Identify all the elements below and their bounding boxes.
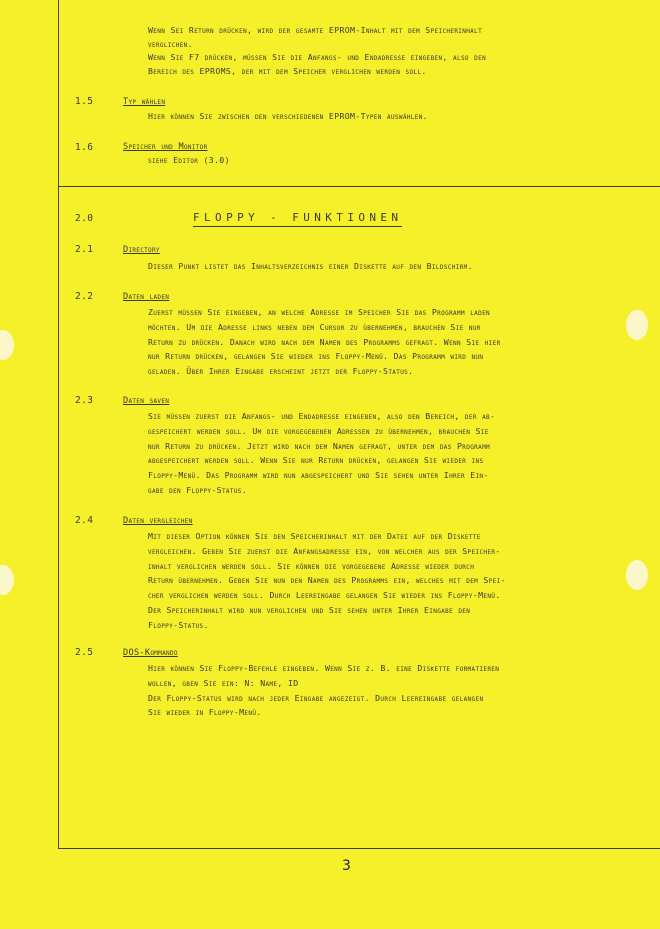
text-line: cher verglichen werden soll. Durch Leereingabe gelangen Sie wieder ins Floppy-Menü. [148, 590, 501, 601]
page-number: 3 [342, 858, 351, 874]
section-body [148, 529, 506, 633]
section-heading: Daten laden [123, 292, 170, 302]
section-number: 2.0 [75, 213, 94, 224]
text-line: gabe den Floppy-Status. [148, 484, 248, 495]
section-heading: Typ wählen [123, 97, 166, 107]
text-line: Bereich des EPROMS, der mit dem Speicher verglichen werden soll. [148, 65, 427, 76]
section-number: 2.3 [75, 395, 94, 406]
text-line: Der Floppy-Status wird nach jeder Eingabe angezeigt. Durch Leereingabe gelangen [148, 692, 484, 703]
section-divider [58, 186, 660, 187]
text-line: Floppy-Menü. Das Programm wird nun abgespeichert und Sie sehen unter Ihrer Ein- [148, 470, 489, 481]
text-line: Return zu drücken. Danach wird nach dem Namen des Programms gefragt. Wenn Sie hier [148, 336, 501, 347]
text-line: nur Return zu drücken. Jetzt wird nach dem Namen gefragt, unter dem das Programm [148, 440, 491, 451]
text-line: Mit dieser Option können Sie den Speicherinhalt mit der Datei auf der Diskette [148, 531, 481, 541]
section-body [148, 259, 473, 274]
text-line: wollen, gben Sie ein: N: Name, ID [148, 677, 299, 688]
text-line: Dieser Punkt listet das Inhaltsverzeichnis einer Diskette auf den Bildschirm. [148, 261, 473, 271]
punch-hole [0, 330, 14, 360]
text-line: Hier können Sie Floppy-Befehle eingeben. Wenn Sie z. B. eine Diskette formatieren [148, 663, 500, 673]
text-line: gespeichert werden soll. Um die vorgegebenen Adressen zu übernehmen, brauchen Sie [148, 425, 489, 436]
section-number: 2.5 [75, 647, 94, 658]
section-body [148, 153, 230, 168]
section-heading: Daten vergleichen [123, 516, 193, 526]
text-line: Wenn Sie F7 drücken, müssen Sie die Anfangs- und Endadresse eingeben, also den [148, 52, 487, 62]
text-line: möchten. Um die Adresse links neben dem Cursor zu übernehmen, brauchen Sie nur [148, 321, 481, 332]
chapter-title: FLOPPY - FUNKTIONEN [193, 211, 402, 227]
section-number: 2.2 [75, 291, 94, 302]
section-number: 2.1 [75, 244, 94, 255]
text-line: Return übernehmen. Geben Sie nun den Namen des Programms ein, welches mit dem Spei- [148, 575, 506, 586]
section-heading: Directory [123, 245, 160, 255]
section-heading: Speicher und Monitor [123, 142, 208, 152]
text-line: nur Return drücken, gelangen Sie wieder ins Floppy-Menü. Das Programm wird nun [148, 351, 484, 362]
text-line: Sie müssen zuerst die Anfangs- und Endadresse eingeben, also den Bereich, der ab- [148, 411, 496, 421]
section-number: 2.4 [75, 515, 94, 526]
text-line: Sie wieder in Floppy-Menü. [148, 707, 262, 718]
section-body [148, 409, 495, 498]
section-number: 1.6 [75, 142, 94, 153]
text-line: verglichen. [148, 38, 193, 49]
text-line: inhalt verglichen werden soll. Sie können die vorgegebene Adresse wieder durch [148, 560, 475, 571]
text-line: vergleichen. Geben Sie zuerst die Anfangsadresse ein, von welcher aus der Speicher- [148, 545, 501, 556]
section-body [148, 109, 428, 124]
top-paragraph [148, 24, 486, 78]
text-line: Der Speicherinhalt wird nun verglichen und Sie sehen unter Ihrer Eingabe den [148, 604, 471, 615]
text-line: abgespeichert werden soll. Wenn Sie nur Return drücken, gelangen Sie wieder ins [148, 455, 484, 466]
text-line: Wenn Sei Return drücken, wird der gesamte EPROM-Inhalt mit dem Speicherinhalt [148, 25, 483, 35]
section-body [148, 305, 501, 379]
punch-hole [0, 565, 14, 595]
section-number: 1.5 [75, 96, 94, 107]
section-heading: DOS-Kommando [123, 648, 178, 658]
section-body [148, 661, 499, 720]
text-line: Hier können Sie zwischen den verschiedenen EPROM-Typen auswählen. [148, 111, 428, 121]
punch-hole [626, 310, 648, 340]
section-heading: Daten saven [123, 396, 170, 406]
punch-hole [626, 560, 648, 590]
text-line: siehe Editor (3.0) [148, 155, 230, 165]
text-line: Floppy-Status. [148, 619, 209, 630]
text-line: Zuerst müssen Sie eingeben, an welche Adresse im Speicher Sie das Programm laden [148, 307, 491, 317]
text-line: geladen. Über Ihrer Eingabe erscheint jetzt der Floppy-Status. [148, 366, 414, 377]
